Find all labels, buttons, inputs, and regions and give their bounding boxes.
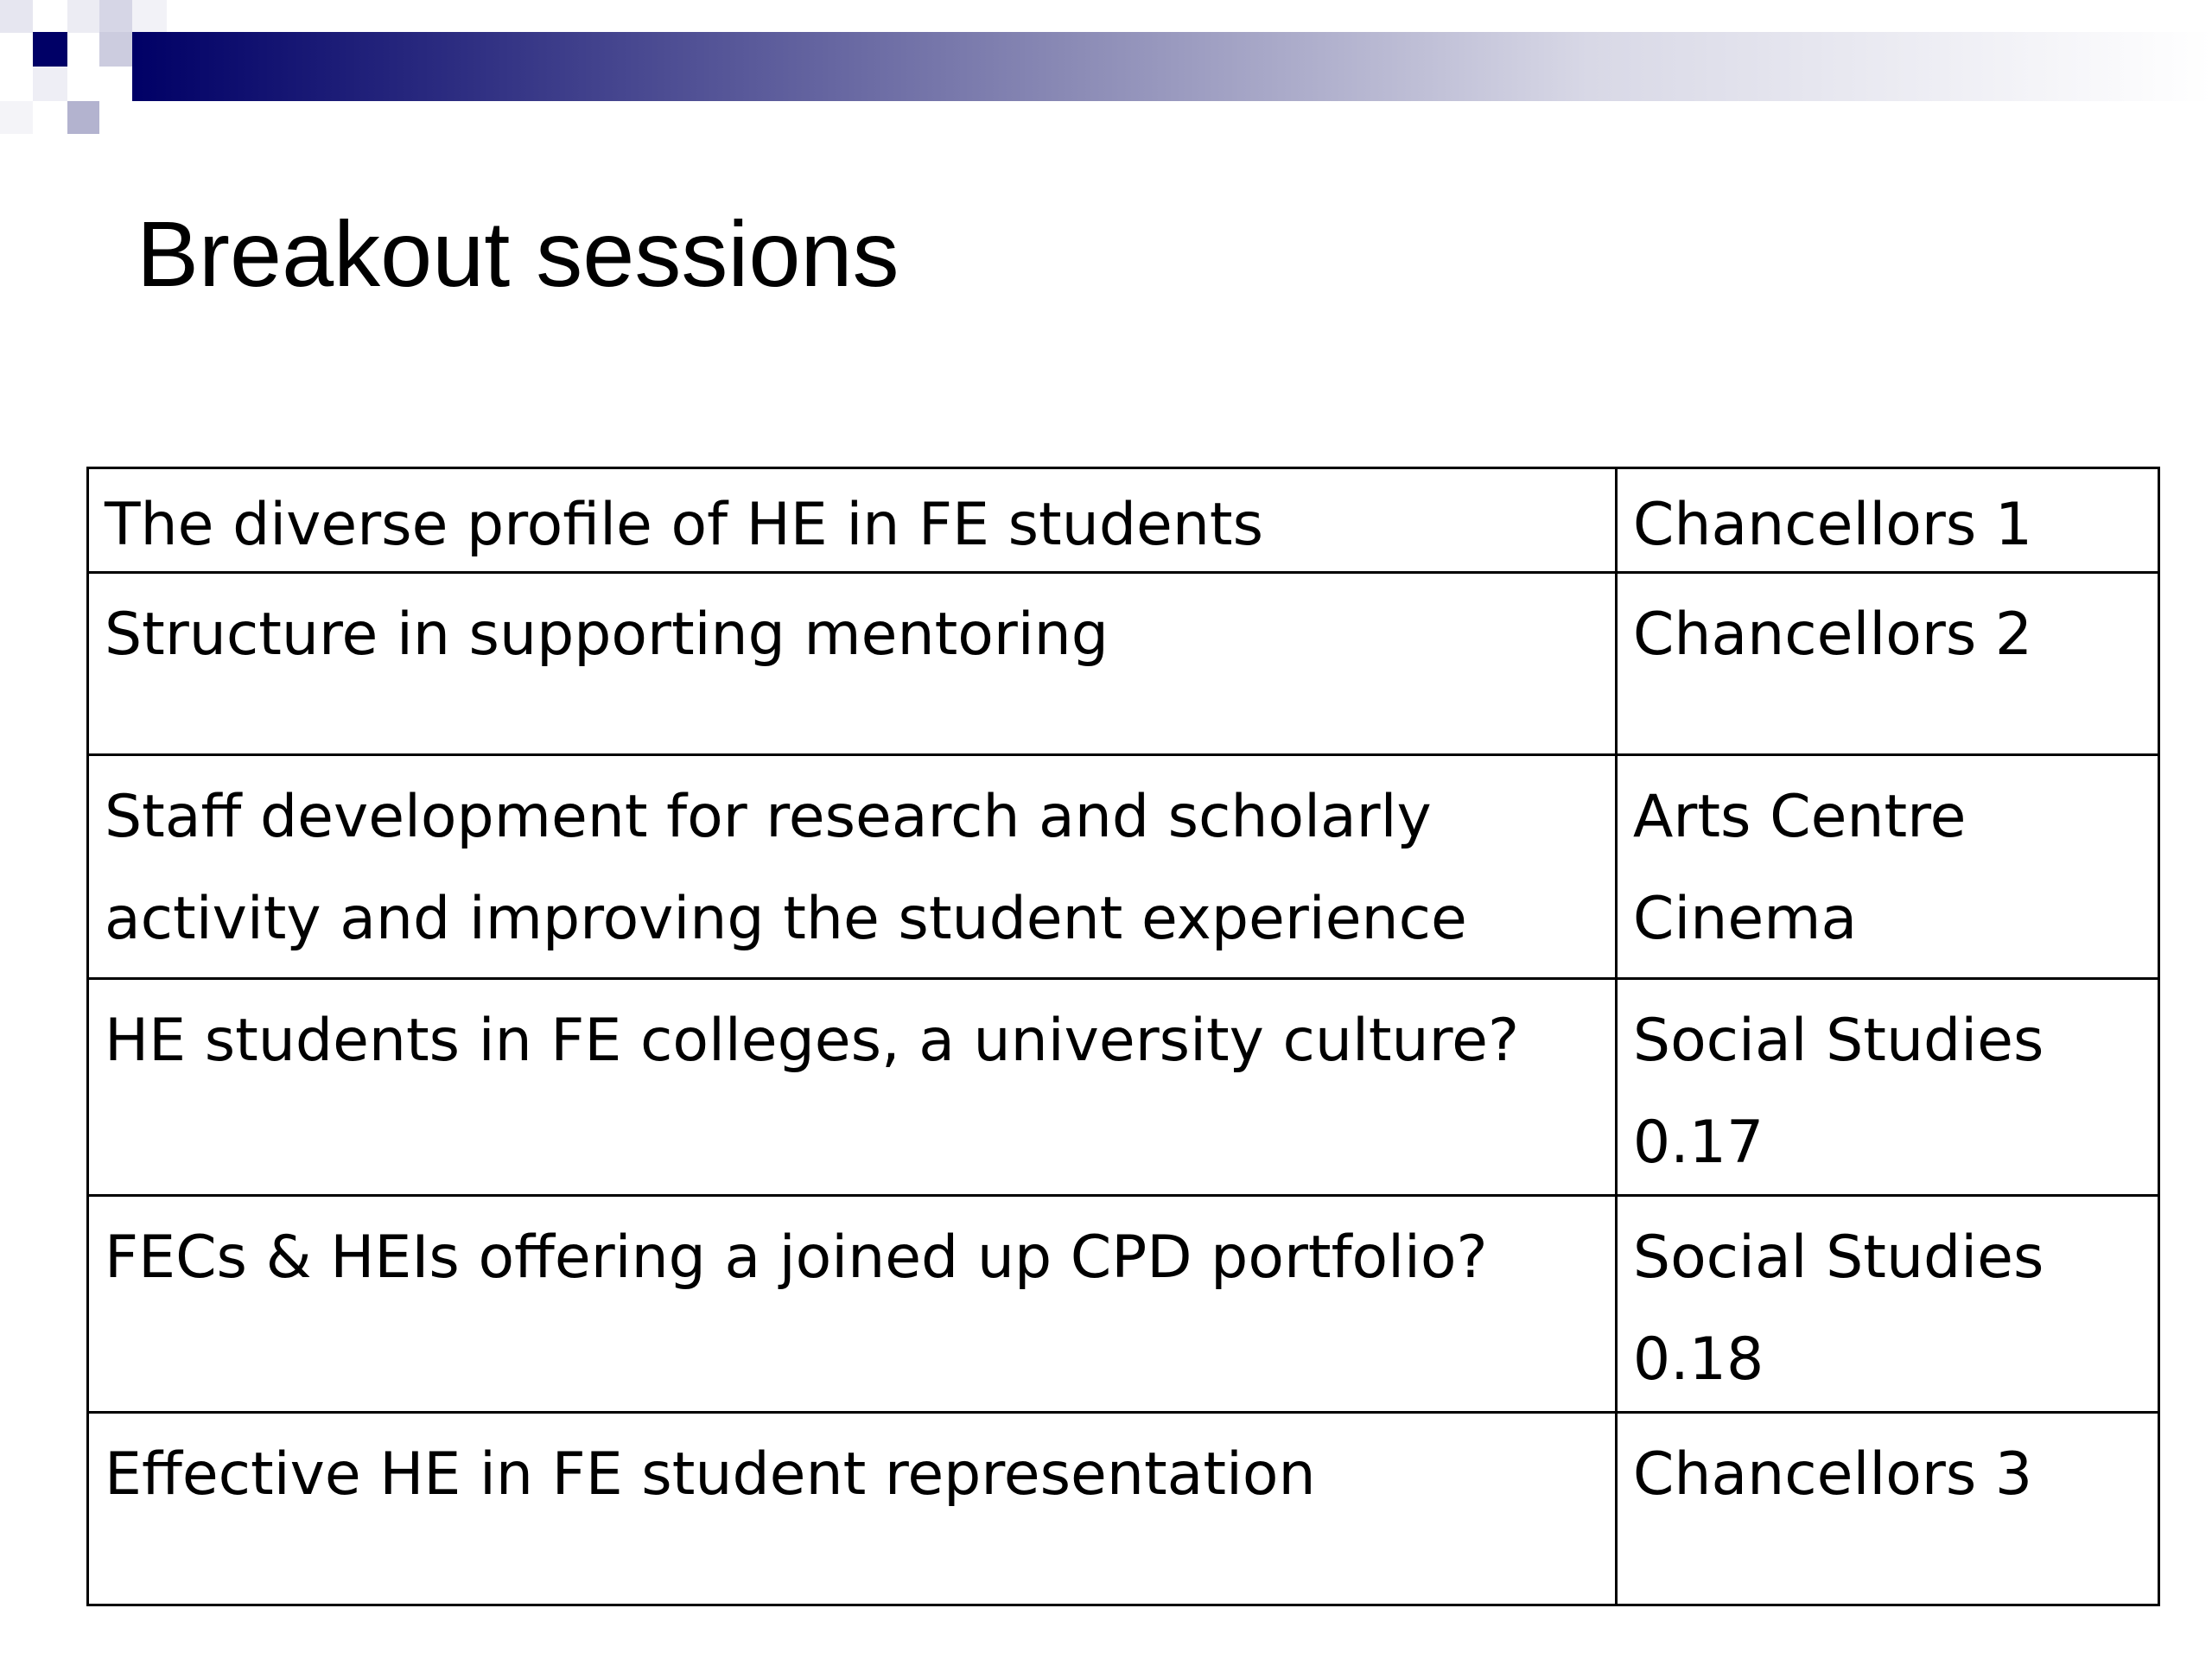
table-row (88, 573, 2159, 755)
slide-title: Breakout sessions (137, 201, 899, 306)
session-topic: HE students in FE colleges, a university culture? (88, 979, 1617, 1196)
session-topic: The diverse profile of HE in FE students (88, 468, 1617, 573)
sessions-table (86, 467, 2160, 1606)
session-topic: Effective HE in FE student representation (88, 1413, 1617, 1605)
table-row (88, 979, 2159, 1196)
decor-square (33, 32, 67, 67)
session-topic: FECs & HEIs offering a joined up CPD portfolio? (88, 1196, 1617, 1413)
table-row (88, 755, 2159, 979)
session-room: Social Studies 0.18 (1616, 1196, 2158, 1413)
decor-square (0, 0, 33, 33)
decor-square (99, 32, 132, 67)
session-room: Arts Centre Cinema (1616, 755, 2158, 979)
decor-square (67, 101, 99, 134)
decor-square (67, 0, 99, 33)
session-room: Social Studies 0.17 (1616, 979, 2158, 1196)
decor-square (33, 67, 67, 101)
table-row (88, 1196, 2159, 1413)
session-room: Chancellors 3 (1616, 1413, 2158, 1605)
session-topic: Structure in supporting mentoring (88, 573, 1617, 755)
session-room: Chancellors 1 (1616, 468, 2158, 573)
decor-square (0, 101, 33, 134)
table-row (88, 468, 2159, 573)
table-row (88, 1413, 2159, 1605)
session-topic: Staff development for research and scholarly activity and improving the student experience (88, 755, 1617, 979)
session-room: Chancellors 2 (1616, 573, 2158, 755)
decor-square (99, 0, 132, 33)
header-gradient-bar (132, 32, 2212, 101)
decor-square (132, 0, 167, 32)
